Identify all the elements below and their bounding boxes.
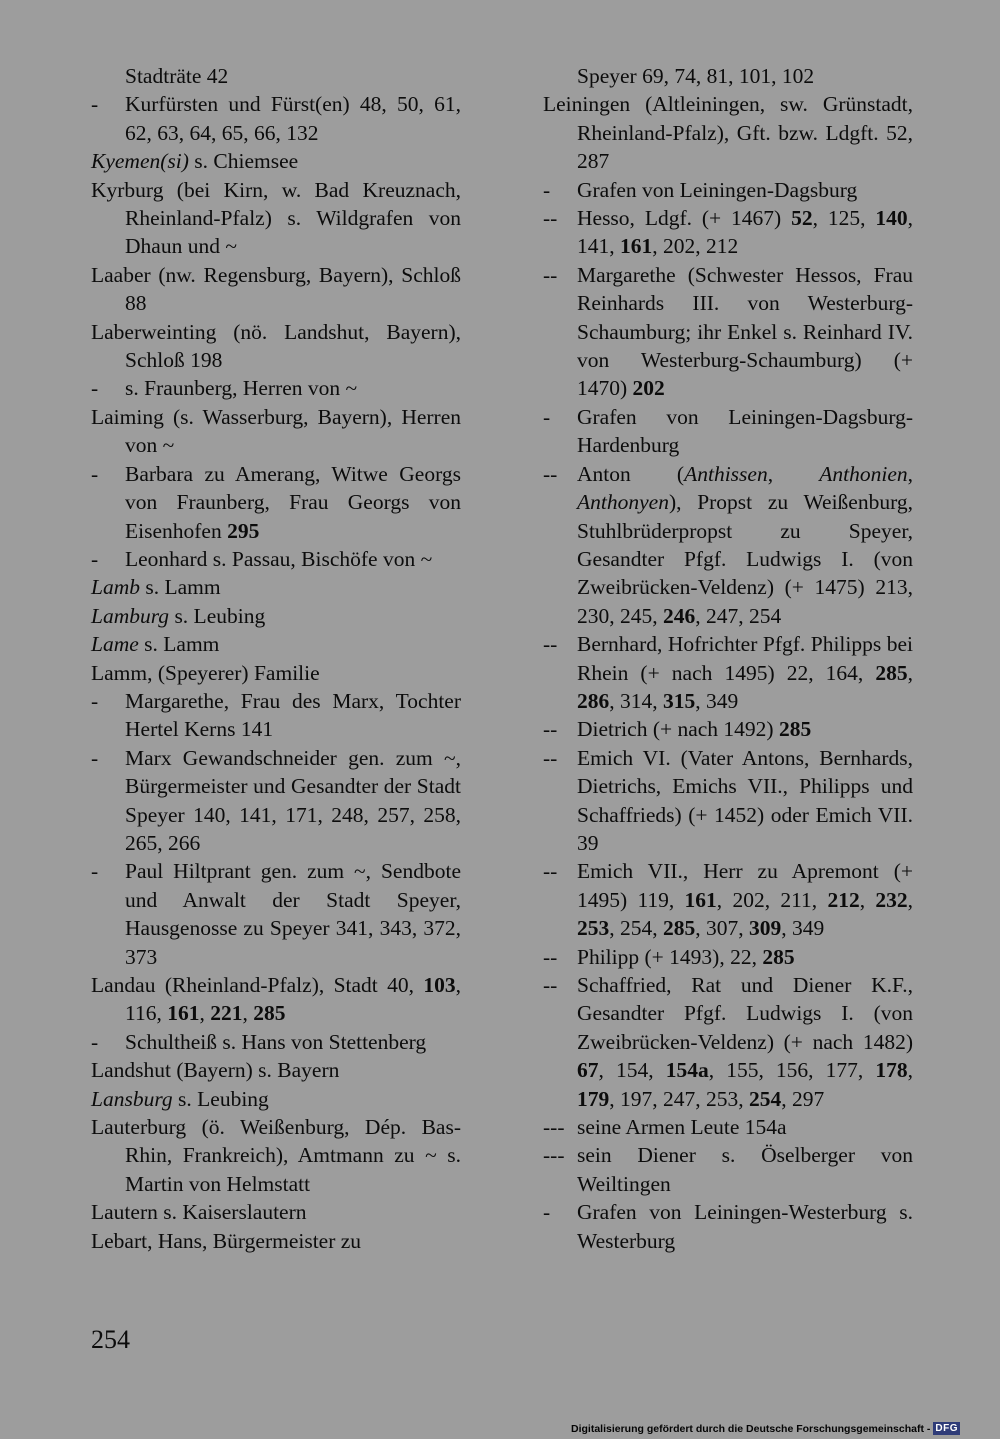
index-entry: [543, 630, 913, 715]
entry-level-marker: ---: [543, 1115, 565, 1140]
entry-text: Barbara zu Amerang, Witwe Georgs von Fraunberg, Frau Georgs von Eisenhofen 295: [125, 461, 461, 543]
index-entry: [543, 744, 913, 858]
index-entry: [91, 403, 461, 460]
entry-level-marker: -: [543, 404, 551, 429]
entry-text: Laiming (s. Wasserburg, Bayern), Herren von ~: [91, 404, 461, 458]
entry-level-marker: -: [91, 376, 99, 401]
entry-text: Laberweinting (nö. Landshut, Bayern), Schloß 198: [91, 319, 461, 373]
index-entry: [91, 460, 461, 545]
entry-level-marker: -: [91, 859, 99, 884]
entry-text: Lame s. Lamm: [91, 632, 220, 657]
entry-text: Kurfürsten und Fürst(en) 48, 50, 61, 62, 63, 64, 65, 66, 132: [125, 92, 461, 145]
entry-level-marker: --: [543, 461, 558, 486]
entry-level-marker: --: [543, 206, 558, 231]
entry-text: Laaber (nw. Regensburg, Bayern), Schloß 88: [91, 262, 461, 316]
index-entry: [543, 204, 913, 261]
entry-text: Philipp (+ 1493), 22, 285: [577, 944, 795, 969]
index-entry: [543, 1113, 913, 1141]
entry-text: Lansburg s. Leubing: [91, 1086, 269, 1111]
entry-level-marker: ---: [543, 1143, 565, 1168]
index-entry: [91, 971, 461, 1028]
entry-text: Landau (Rheinland-Pfalz), Stadt 40, 103, 116, 161, 221, 285: [91, 973, 461, 1026]
index-entry: [91, 744, 461, 858]
entry-text: Grafen von Leiningen-Westerburg s. Westerburg: [577, 1200, 913, 1253]
index-entry: [543, 1141, 913, 1198]
funding-footer: [571, 1422, 960, 1435]
index-entry: [91, 1028, 461, 1056]
index-entry: [543, 971, 913, 1113]
entry-text: Grafen von Leiningen-Dagsburg-Hardenburg: [577, 404, 913, 458]
index-entry: [91, 545, 461, 573]
entry-text: s. Fraunberg, Herren von ~: [125, 376, 358, 401]
index-entry: [91, 573, 461, 601]
entry-text: Stadträte 42: [125, 64, 229, 88]
entry-level-marker: -: [91, 1029, 99, 1054]
entry-level-marker: --: [543, 262, 558, 287]
entry-text: Lamb s. Lamm: [91, 575, 221, 600]
index-entry: [91, 857, 461, 971]
index-entry: [91, 90, 461, 147]
entry-text: Emich VI. (Vater Antons, Bernhards, Dietrichs, Emichs VII., Philipps und Schaffrieds) (+ 1452) oder Emich VII. 39: [577, 745, 913, 855]
entry-text: seine Armen Leute 154a: [577, 1115, 787, 1140]
entry-text: Schaffried, Rat und Diener K.F., Gesandter Pfgf. Ludwigs I. (von Zweibrücken-Veldenz) (+ nach 1482) 67, 154, 154a, 155, 156, 177, 178, 179, 197, 247, 253, 254, 297: [577, 973, 914, 1111]
entry-text: Landshut (Bayern) s. Bayern: [91, 1058, 340, 1083]
index-entry: [91, 1085, 461, 1113]
entry-level-marker: --: [543, 859, 558, 884]
index-entry: [543, 403, 913, 460]
entry-level-marker: -: [91, 745, 99, 770]
index-entry: [543, 62, 913, 90]
dfg-logo-icon: DFG: [935, 1423, 958, 1434]
entry-text: Margarethe (Schwester Hessos, Frau Reinhards III. von Westerburg-Schaumburg; ihr Enkel s. Reinhard IV. von Westerburg-Schaumburg) (+ 1470) 202: [577, 262, 913, 401]
entry-text: Lauterburg (ö. Weißenburg, Dép. Bas-Rhin, Frankreich), Amtmann zu ~ s. Martin von Helmstatt: [91, 1115, 461, 1196]
entry-level-marker: -: [91, 688, 99, 713]
entry-level-marker: --: [543, 745, 558, 770]
entry-text: Bernhard, Hofrichter Pfgf. Philipps bei Rhein (+ nach 1495) 22, 164, 285, 286, 314, 315, 349: [577, 632, 913, 713]
index-entry: [543, 176, 913, 204]
entry-text: Dietrich (+ nach 1492) 285: [577, 717, 812, 742]
footer-text: Digitalisierung gefördert durch die Deutsche Forschungsgemeinschaft -: [571, 1422, 931, 1435]
index-entry: [543, 1198, 913, 1255]
entry-level-marker: --: [543, 944, 558, 969]
entry-text: Lamm, (Speyerer) Familie: [91, 660, 320, 685]
index-entry: [543, 460, 913, 630]
index-entry: [91, 1056, 461, 1084]
entry-text: Leiningen (Altleiningen, sw. Grünstadt, Rheinland-Pfalz), Gft. bzw. Ldgft. 52, 287: [543, 92, 913, 174]
index-column-right: [543, 62, 913, 1255]
index-entry: [543, 943, 913, 971]
index-entry: [91, 1113, 461, 1198]
index-entry: [91, 659, 461, 687]
index-entry: [543, 261, 913, 403]
index-entry: [91, 374, 461, 402]
entry-text: Margarethe, Frau des Marx, Tochter Hertel Kerns 141: [125, 688, 461, 742]
index-entry: [91, 1227, 461, 1255]
entry-text: Paul Hiltprant gen. zum ~, Sendbote und Anwalt der Stadt Speyer, Hausgenosse zu Speyer 341, 343, 372, 373: [125, 859, 461, 969]
index-entry: [91, 176, 461, 261]
index-entry: [543, 857, 913, 942]
entry-level-marker: --: [543, 632, 558, 657]
entry-text: Kyrburg (bei Kirn, w. Bad Kreuznach, Rheinland-Pfalz) s. Wildgrafen von Dhaun und ~: [91, 177, 461, 259]
entry-text: sein Diener s. Öselberger von Weiltingen: [577, 1143, 913, 1196]
index-column-left: [91, 62, 461, 1255]
entry-level-marker: -: [543, 177, 551, 202]
entry-text: Leonhard s. Passau, Bischöfe von ~: [125, 546, 433, 571]
entry-text: Lautern s. Kaiserslautern: [91, 1200, 307, 1225]
entry-text: Lebart, Hans, Bürgermeister zu: [91, 1228, 362, 1253]
entry-level-marker: -: [91, 92, 99, 117]
entry-level-marker: -: [91, 546, 99, 571]
entry-text: Speyer 69, 74, 81, 101, 102: [577, 64, 815, 88]
index-entry: [91, 147, 461, 175]
entry-text: Lamburg s. Leubing: [91, 603, 266, 628]
entry-text: Hesso, Ldgf. (+ 1467) 52, 125, 140, 141, 161, 202, 212: [577, 206, 913, 259]
entry-level-marker: --: [543, 973, 558, 997]
index-entry: [543, 90, 913, 175]
index-entry: [91, 62, 461, 90]
entry-level-marker: --: [543, 717, 558, 742]
index-entry: [91, 1198, 461, 1226]
entry-level-marker: -: [543, 1200, 551, 1225]
index-entry: [91, 261, 461, 318]
entry-text: Kyemen(si) s. Chiemsee: [91, 149, 299, 174]
index-entry: [91, 687, 461, 744]
index-entry: [91, 318, 461, 375]
index-entry: [91, 630, 461, 658]
entry-text: Marx Gewandschneider gen. zum ~, Bürgermeister und Gesandter der Stadt Speyer 140, 141, 171, 248, 257, 258, 265, 266: [125, 745, 461, 855]
entry-level-marker: -: [91, 461, 99, 486]
entry-text: Grafen von Leiningen-Dagsburg: [577, 177, 858, 202]
entry-text: Emich VII., Herr zu Apremont (+ 1495) 119, 161, 202, 211, 212, 232, 253, 254, 285, 307, 309, 349: [577, 859, 913, 941]
index-entry: [543, 715, 913, 743]
index-entry: [91, 602, 461, 630]
page-number: 254: [91, 1325, 130, 1354]
entry-text: Schultheiß s. Hans von Stettenberg: [125, 1029, 427, 1054]
entry-text: Anton (Anthissen, Anthonien, Anthonyen), Propst zu Weißenburg, Stuhlbrüderpropst zu Speyer, Gesandter Pfgf. Ludwigs I. (von Zweibrücken-Veldenz) (+ 1475) 213, 230, 245, 246, 247, 254: [577, 461, 913, 628]
